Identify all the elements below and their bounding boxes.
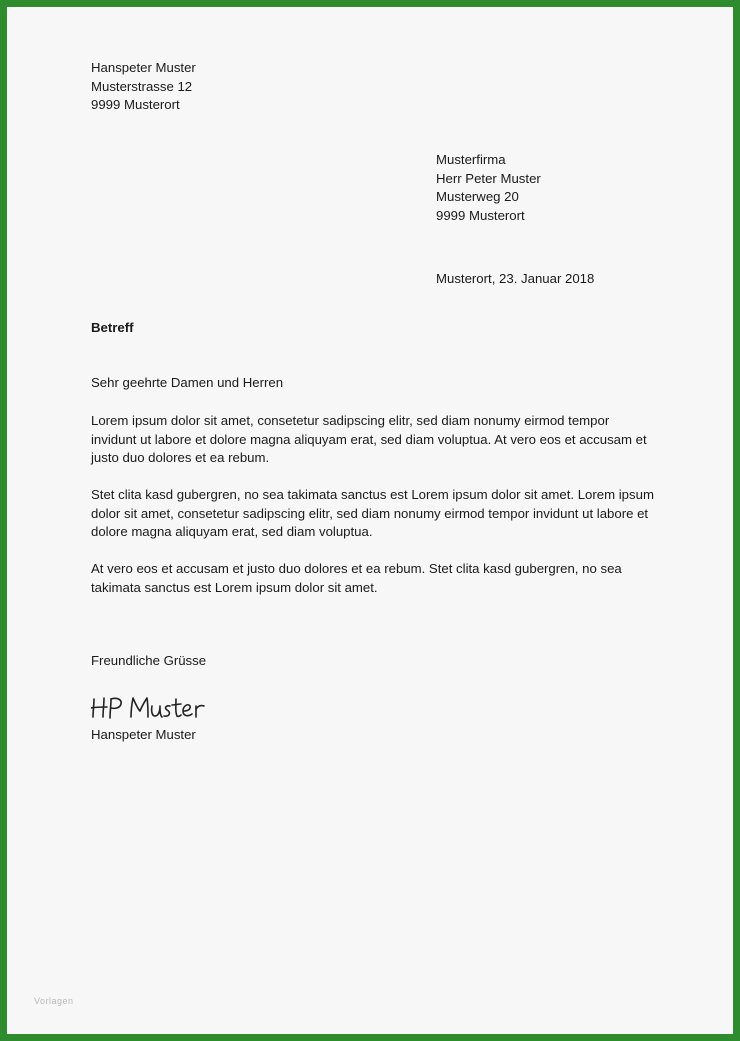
- sender-name: Hanspeter Muster: [91, 60, 196, 75]
- paragraph-line: invidunt ut labore et dolore magna aliquyam erat, sed diam voluptua. At vero eos et accusam et: [91, 431, 647, 447]
- recipient-person: Herr Peter Muster: [436, 170, 541, 186]
- watermark: Vorlagen: [34, 996, 74, 1006]
- paragraph-line: Stet clita kasd gubergren, no sea takimata sanctus est Lorem ipsum dolor sit amet. Lorem ipsum: [91, 487, 654, 502]
- recipient-street: Musterweg 20: [436, 189, 519, 205]
- sender-city: 9999 Musterort: [91, 97, 180, 113]
- salutation: Sehr geehrte Damen und Herren: [91, 375, 284, 390]
- paragraph-line: dolore magna aliquyam erat, sed diam voluptua.: [91, 524, 373, 540]
- body-paragraph-3: [91, 560, 671, 597]
- sender-address: [91, 59, 196, 115]
- closing-phrase: Freundliche Grüsse: [91, 653, 207, 668]
- paragraph-line: Lorem ipsum dolor sit amet, consetetur sadipscing elitr, sed diam nonumy eirmod tempor: [91, 413, 610, 428]
- recipient-company: Musterfirma: [436, 152, 506, 167]
- body-paragraph-1: [91, 412, 671, 468]
- letter-page: [7, 7, 733, 1034]
- paragraph-line: takimata sanctus est Lorem ipsum dolor sit amet.: [91, 579, 378, 595]
- paragraph-line: At vero eos et accusam et justo duo dolores et ea rebum. Stet clita kasd gubergren, no sea: [91, 561, 622, 576]
- letter-subject: Betreff: [91, 320, 134, 335]
- body-paragraph-2: [91, 486, 671, 542]
- paragraph-line: justo duo dolores et ea rebum.: [91, 450, 270, 466]
- sender-street: Musterstrasse 12: [91, 78, 193, 94]
- signer-name: Hanspeter Muster: [91, 727, 196, 742]
- recipient-address: [436, 151, 541, 225]
- recipient-city: 9999 Musterort: [436, 207, 525, 223]
- paragraph-line: dolor sit amet, consetetur sadipscing elitr, sed diam nonumy eirmod tempor invidunt ut labore et: [91, 505, 649, 521]
- handwritten-signature: [91, 689, 221, 723]
- letter-date: Musterort, 23. Januar 2018: [436, 271, 595, 286]
